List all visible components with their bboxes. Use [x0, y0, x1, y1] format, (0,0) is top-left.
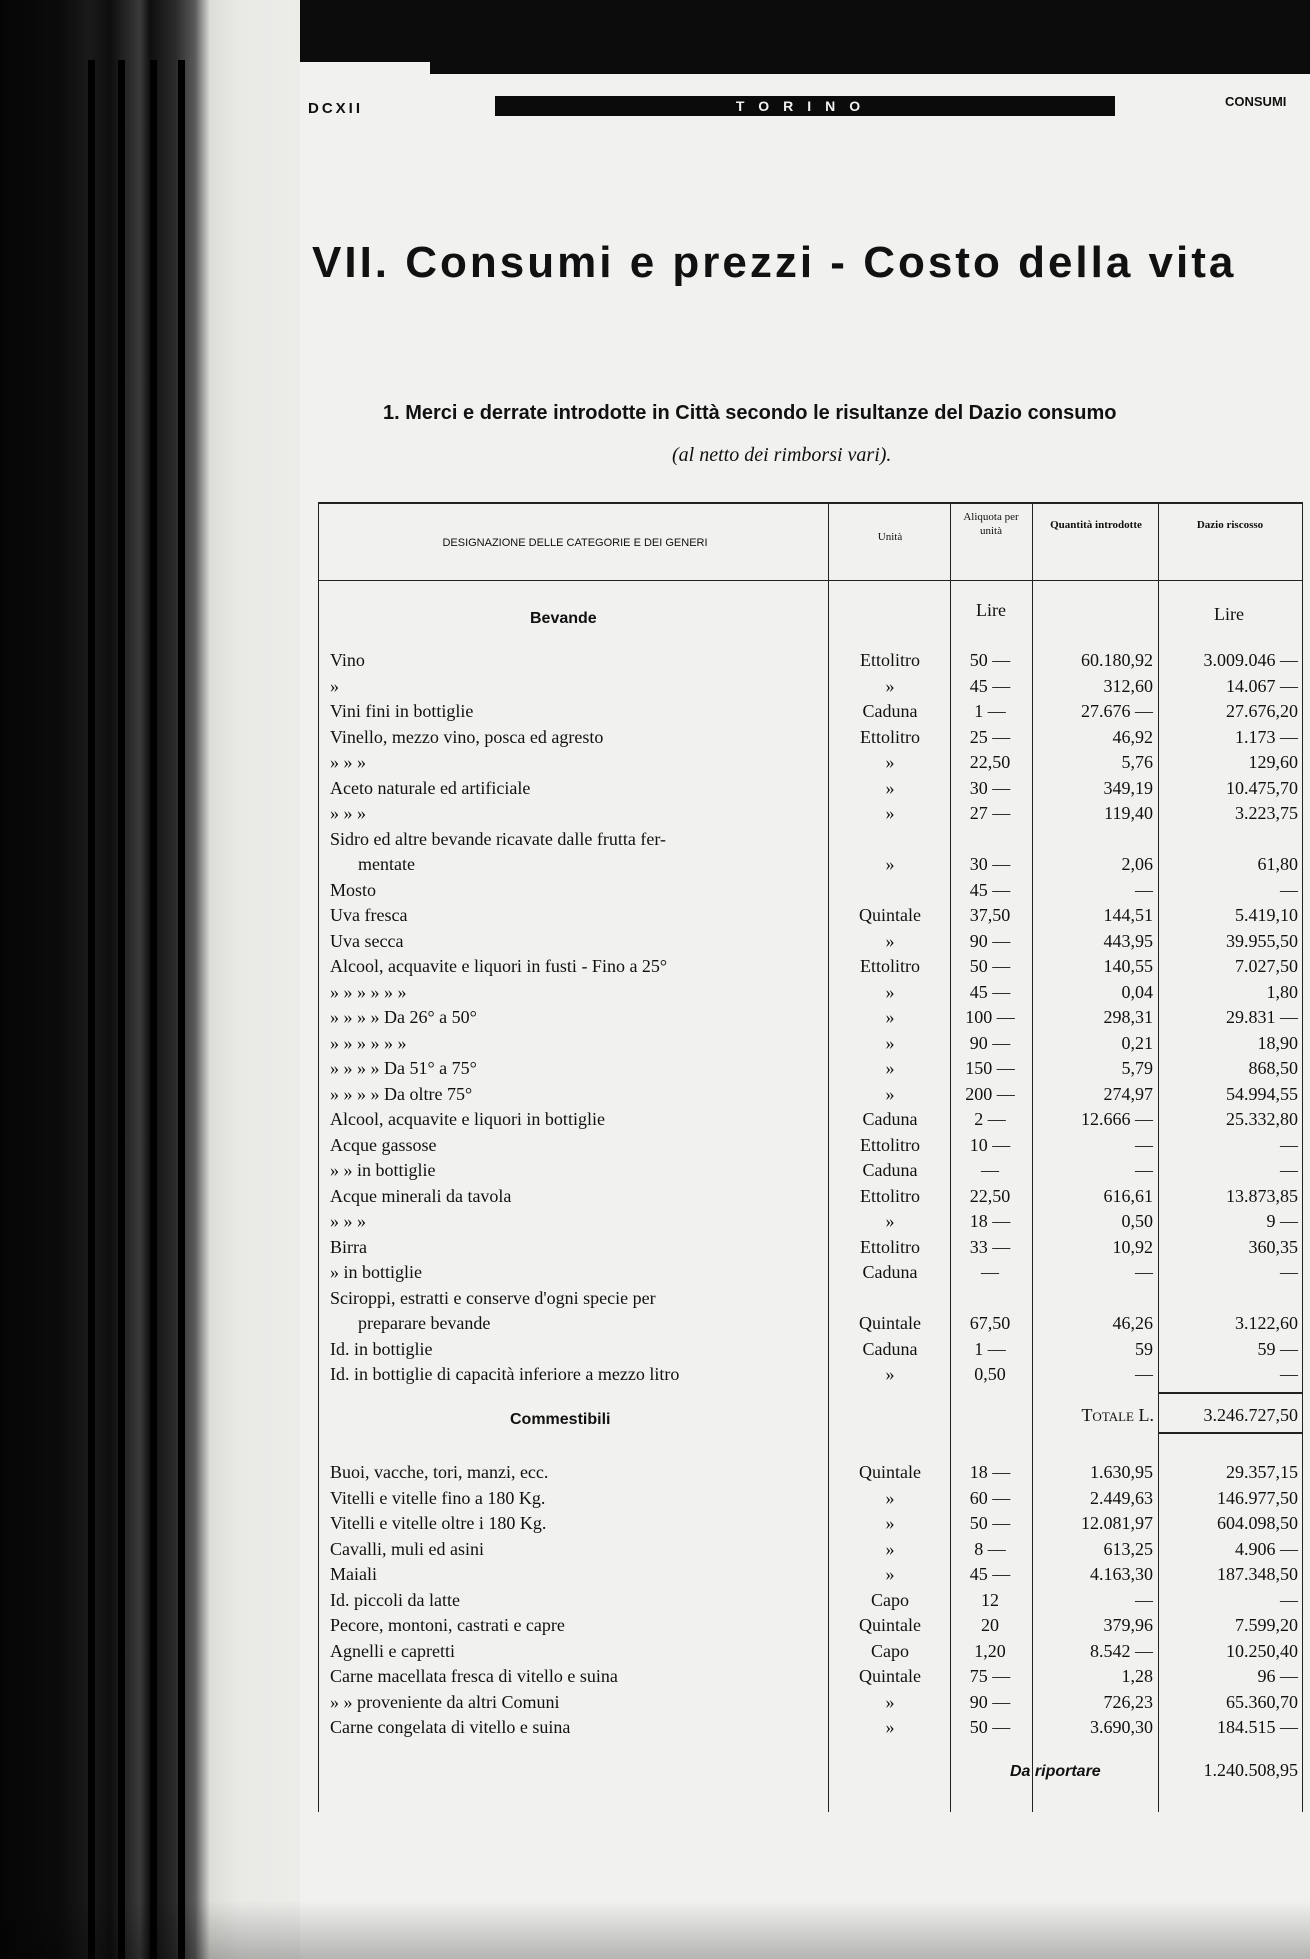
row-dazio: 184.515 —	[1217, 1717, 1298, 1737]
row-dazio: 65.360,70	[1226, 1691, 1298, 1712]
row-designation: Carne congelata di vitello e suina	[330, 1717, 571, 1737]
row-aliquota: 2 —	[974, 1109, 1006, 1129]
row-dazio: 10.475,70	[1226, 777, 1298, 798]
row-designation: Alcool, acquavite e liquori in fusti - Fino a 25°	[330, 956, 668, 976]
col-rule	[828, 502, 829, 1812]
row-designation: » » »	[330, 752, 366, 772]
row-quantity: 12.666 —	[1081, 1109, 1153, 1129]
row-designation: Id. in bottiglie di capacità inferiore a mezzo litro	[330, 1364, 680, 1384]
row-designation: » » » » » »	[330, 1032, 407, 1053]
row-designation: Vinello, mezzo vino, posca ed agresto	[330, 726, 604, 747]
row-aliquota: 10 —	[969, 1134, 1011, 1155]
row-unit: »	[885, 854, 895, 874]
row-dazio: 146.977,50	[1217, 1487, 1298, 1508]
row-designation: Acque minerali da tavola	[330, 1185, 512, 1206]
row-dazio: —	[1280, 1589, 1298, 1610]
row-unit: »	[885, 803, 895, 823]
row-dazio: 29.831 —	[1226, 1007, 1298, 1027]
section-subtitle: (al netto dei rimborsi vari).	[672, 444, 892, 466]
row-aliquota: 27 —	[969, 803, 1011, 823]
row-unit: Quintale	[859, 905, 921, 925]
row-unit: »	[885, 1058, 895, 1078]
row-designation: » » » » Da 51° a 75°	[330, 1058, 477, 1078]
total-rule	[1158, 1392, 1302, 1394]
row-unit: »	[885, 1538, 895, 1559]
row-unit: »	[885, 1083, 895, 1104]
row-aliquota: 50 —	[969, 1717, 1011, 1737]
section-label-bevande: Bevande	[530, 610, 597, 627]
row-unit: Ettolitro	[860, 956, 920, 976]
row-unit: »	[885, 1364, 895, 1384]
running-header-city: TORINO	[495, 96, 1115, 116]
row-aliquota: 18 —	[969, 1211, 1011, 1231]
row-unit: Ettolitro	[860, 1236, 920, 1257]
section-label-commestibili: Commestibili	[510, 1411, 611, 1428]
row-designation: »	[330, 675, 339, 696]
row-quantity: 0,04	[1121, 981, 1153, 1002]
row-quantity: 144,51	[1103, 905, 1153, 925]
row-unit: »	[885, 1032, 895, 1053]
row-dazio: 5.419,10	[1235, 905, 1298, 925]
row-unit: »	[885, 1007, 895, 1027]
row-unit: Ettolitro	[860, 726, 920, 747]
row-designation: Mosto	[330, 879, 377, 900]
row-unit: Ettolitro	[860, 1134, 920, 1155]
row-dazio: 18,90	[1257, 1032, 1298, 1053]
row-unit: Quintale	[859, 1462, 921, 1482]
row-dazio: 1,80	[1266, 981, 1298, 1002]
row-designation: Sciroppi, estratti e conserve d'ogni specie per	[330, 1287, 656, 1308]
col-header-aliquota: Aliquota per unità	[963, 511, 1019, 537]
row-designation: Agnelli e capretti	[330, 1640, 455, 1661]
row-quantity: 1.630,95	[1090, 1462, 1153, 1482]
row-designation: » » »	[330, 803, 366, 823]
row-quantity: 60.180,92	[1081, 650, 1153, 670]
total-label: Totale L.	[1081, 1405, 1154, 1425]
bottom-shadow	[0, 1900, 1310, 1959]
total-rule	[1158, 1432, 1302, 1434]
row-dazio: 3.223,75	[1235, 803, 1298, 823]
row-aliquota: 67,50	[969, 1313, 1011, 1333]
row-quantity: 5,79	[1121, 1058, 1153, 1078]
row-designation: Id. in bottiglie	[330, 1338, 433, 1359]
row-aliquota: —	[981, 1262, 999, 1282]
row-dazio: 868,50	[1248, 1058, 1298, 1078]
row-quantity: 0,21	[1121, 1032, 1153, 1053]
row-designation: Uva fresca	[330, 905, 408, 925]
row-dazio: 9 —	[1266, 1211, 1298, 1231]
row-designation: » in bottiglie	[330, 1262, 422, 1282]
row-dazio: 7.599,20	[1235, 1615, 1298, 1635]
row-aliquota: 50 —	[969, 650, 1011, 670]
row-designation: Cavalli, muli ed asini	[330, 1538, 484, 1559]
row-aliquota: 45 —	[969, 981, 1011, 1002]
row-designation: Vini fini in bottiglie	[330, 701, 474, 721]
running-header-section: CONSUMI	[1225, 94, 1287, 109]
row-aliquota: 8 —	[974, 1538, 1006, 1559]
row-designation: Carne macellata fresca di vitello e suina	[330, 1666, 618, 1686]
row-unit: Ettolitro	[860, 650, 920, 670]
row-quantity: —	[1135, 1134, 1153, 1155]
col-rule	[1158, 502, 1159, 1812]
row-aliquota: 22,50	[969, 1185, 1011, 1206]
row-unit: »	[885, 930, 895, 951]
row-unit: »	[885, 1564, 895, 1584]
row-dazio: 54.994,55	[1226, 1083, 1298, 1104]
row-dazio: 3.009.046 —	[1203, 650, 1298, 670]
row-quantity: 349,19	[1103, 777, 1153, 798]
carry-forward-value: 1.240.508,95	[1203, 1760, 1298, 1780]
row-unit: »	[885, 1691, 895, 1712]
binding-stripe	[88, 60, 95, 1959]
row-aliquota: 100 —	[965, 1007, 1015, 1027]
row-aliquota: 45 —	[969, 675, 1011, 696]
row-quantity: 379,96	[1103, 1615, 1153, 1635]
aliquota-currency: Lire	[976, 600, 1006, 620]
row-dazio: —	[1280, 1134, 1298, 1155]
row-dazio: —	[1280, 1364, 1298, 1384]
row-quantity: 0,50	[1121, 1211, 1153, 1231]
row-unit: »	[885, 752, 895, 772]
row-aliquota: 1 —	[974, 1338, 1006, 1359]
row-aliquota: 90 —	[969, 1032, 1011, 1053]
row-unit: Quintale	[859, 1666, 921, 1686]
row-aliquota: 30 —	[969, 777, 1011, 798]
row-designation: Vitelli e vitelle fino a 180 Kg.	[330, 1487, 546, 1508]
row-aliquota: 18 —	[969, 1462, 1011, 1482]
row-aliquota: 1 —	[974, 701, 1006, 721]
row-dazio: 13.873,85	[1226, 1185, 1298, 1206]
row-designation: Alcool, acquavite e liquori in bottiglie	[330, 1109, 605, 1129]
table-header-rule	[318, 580, 1303, 581]
row-quantity: 312,60	[1103, 675, 1153, 696]
col-header-dazio: Dazio riscosso	[1196, 519, 1264, 531]
row-aliquota: 30 —	[969, 854, 1011, 874]
row-aliquota: 22,50	[969, 752, 1011, 772]
row-unit: Caduna	[862, 701, 918, 721]
row-quantity: 5,76	[1121, 752, 1153, 772]
row-quantity: 616,61	[1103, 1185, 1153, 1206]
row-quantity: 140,55	[1103, 956, 1153, 976]
row-unit: »	[885, 675, 895, 696]
row-unit: Caduna	[862, 1109, 918, 1129]
row-aliquota: 1,20	[974, 1640, 1006, 1661]
row-aliquota: 75 —	[969, 1666, 1011, 1686]
row-aliquota: 90 —	[969, 930, 1011, 951]
row-quantity: 298,31	[1103, 1007, 1153, 1027]
row-quantity: 27.676 —	[1081, 701, 1153, 721]
row-dazio: 187.348,50	[1217, 1564, 1298, 1584]
row-quantity: 12.081,97	[1081, 1513, 1153, 1533]
row-dazio: —	[1280, 1160, 1298, 1180]
row-quantity: 2,06	[1121, 854, 1153, 874]
row-aliquota: 33 —	[969, 1236, 1011, 1257]
row-aliquota: 50 —	[969, 956, 1011, 976]
row-aliquota: 0,50	[974, 1364, 1006, 1384]
row-designation: preparare bevande	[358, 1313, 491, 1333]
carry-forward-label: Da riportare	[1010, 1763, 1101, 1780]
top-dark-band-step	[430, 50, 1310, 74]
row-designation: Maiali	[330, 1564, 377, 1584]
row-unit: »	[885, 1487, 895, 1508]
row-unit: Caduna	[862, 1338, 918, 1359]
row-aliquota: 45 —	[969, 879, 1011, 900]
binding-stripe	[118, 60, 125, 1959]
row-dazio: 1.173 —	[1235, 726, 1298, 747]
row-quantity: —	[1135, 1364, 1153, 1384]
row-dazio: 25.332,80	[1226, 1109, 1298, 1129]
row-quantity: 726,23	[1103, 1691, 1153, 1712]
row-quantity: 119,40	[1104, 803, 1153, 823]
row-unit: Caduna	[862, 1160, 918, 1180]
row-dazio: 360,35	[1248, 1236, 1298, 1257]
table-right-rule	[1302, 502, 1303, 1812]
row-dazio: —	[1280, 1262, 1298, 1282]
row-aliquota: 200 —	[965, 1083, 1015, 1104]
row-unit: Caduna	[862, 1262, 918, 1282]
row-aliquota: 45 —	[969, 1564, 1011, 1584]
row-dazio: 4.906 —	[1235, 1538, 1298, 1559]
row-quantity: 59	[1135, 1338, 1153, 1359]
row-quantity: 10,92	[1112, 1236, 1153, 1257]
section-title: 1. Merci e derrate introdotte in Città secondo le risultanze del Dazio consumo	[383, 402, 1117, 424]
row-unit: Ettolitro	[860, 1185, 920, 1206]
row-quantity: —	[1135, 879, 1153, 900]
row-aliquota: 150 —	[965, 1058, 1015, 1078]
row-dazio: —	[1280, 879, 1298, 900]
row-quantity: 1,28	[1121, 1666, 1153, 1686]
row-quantity: 274,97	[1103, 1083, 1153, 1104]
row-dazio: 3.122,60	[1235, 1313, 1298, 1333]
row-aliquota: 90 —	[969, 1691, 1011, 1712]
row-dazio: 59 —	[1257, 1338, 1298, 1359]
row-dazio: 14.067 —	[1226, 675, 1298, 696]
row-unit: Capo	[871, 1640, 909, 1661]
row-designation: Id. piccoli da latte	[330, 1589, 460, 1610]
table-left-rule	[318, 502, 319, 1812]
binding-stripe	[150, 60, 157, 1959]
table-top-rule	[318, 502, 1303, 504]
col-header-unita: Unità	[877, 531, 903, 543]
row-unit: »	[885, 1717, 895, 1737]
row-designation: » » in bottiglie	[330, 1160, 436, 1180]
row-aliquota: 60 —	[969, 1487, 1011, 1508]
dazio-currency: Lire	[1214, 604, 1244, 624]
page-number: DCXII	[308, 100, 364, 117]
row-dazio: 61,80	[1257, 854, 1298, 874]
row-quantity: —	[1135, 1589, 1153, 1610]
row-designation: » » proveniente da altri Comuni	[330, 1691, 560, 1712]
row-designation: mentate	[358, 854, 415, 874]
row-designation: » » » » » »	[330, 981, 407, 1002]
row-aliquota: —	[981, 1160, 999, 1180]
row-quantity: 2.449,63	[1090, 1487, 1153, 1508]
row-dazio: 29.357,15	[1226, 1462, 1298, 1482]
row-dazio: 39.955,50	[1226, 930, 1298, 951]
row-unit: Quintale	[859, 1313, 921, 1333]
row-designation: Aceto naturale ed artificiale	[330, 777, 531, 798]
row-designation: » » » » Da 26° a 50°	[330, 1007, 477, 1027]
row-dazio: 27.676,20	[1226, 701, 1298, 721]
row-aliquota: 20	[981, 1615, 999, 1635]
row-quantity: 46,92	[1112, 726, 1153, 747]
row-unit: Quintale	[859, 1615, 921, 1635]
row-unit: »	[885, 777, 895, 798]
row-quantity: —	[1135, 1160, 1153, 1180]
row-designation: » » » » Da oltre 75°	[330, 1083, 473, 1104]
row-designation: Buoi, vacche, tori, manzi, ecc.	[330, 1462, 549, 1482]
col-header-quantita: Quantità introdotte	[1050, 519, 1142, 531]
row-designation: » » »	[330, 1211, 366, 1231]
row-unit: »	[885, 981, 895, 1002]
row-dazio: 96 —	[1257, 1666, 1298, 1686]
row-designation: Vino	[330, 650, 365, 670]
row-dazio: 7.027,50	[1235, 956, 1298, 976]
row-designation: Uva secca	[330, 930, 404, 951]
row-quantity: 3.690,30	[1090, 1717, 1153, 1737]
row-unit: »	[885, 1211, 895, 1231]
binding-stripe	[178, 60, 185, 1959]
col-header-designazione: DESIGNAZIONE DELLE CATEGORIE E DEI GENERI	[442, 537, 708, 549]
row-designation: Pecore, montoni, castrati e capre	[330, 1615, 565, 1635]
row-designation: Birra	[330, 1236, 367, 1257]
row-aliquota: 12	[981, 1589, 999, 1610]
row-quantity: 46,26	[1112, 1313, 1153, 1333]
row-quantity: 443,95	[1103, 930, 1153, 951]
row-unit: Capo	[871, 1589, 909, 1610]
chapter-title: VII. Consumi e prezzi - Costo della vita	[312, 238, 1237, 287]
row-quantity: 613,25	[1103, 1538, 1153, 1559]
row-dazio: 10.250,40	[1226, 1640, 1298, 1661]
col-rule	[950, 502, 951, 1812]
row-dazio: 604.098,50	[1217, 1513, 1298, 1533]
row-quantity: 4.163,30	[1090, 1564, 1153, 1584]
row-designation: Vitelli e vitelle oltre i 180 Kg.	[330, 1513, 547, 1533]
total-value: 3.246.727,50	[1203, 1405, 1298, 1425]
row-unit: »	[885, 1513, 895, 1533]
row-designation: Sidro ed altre bevande ricavate dalle frutta fer-	[330, 828, 666, 849]
row-quantity: 8.542 —	[1090, 1640, 1153, 1661]
row-designation: Acque gassose	[330, 1134, 437, 1155]
row-dazio: 129,60	[1248, 752, 1298, 772]
row-quantity: —	[1135, 1262, 1153, 1282]
row-aliquota: 37,50	[969, 905, 1011, 925]
row-aliquota: 25 —	[969, 726, 1011, 747]
row-aliquota: 50 —	[969, 1513, 1011, 1533]
